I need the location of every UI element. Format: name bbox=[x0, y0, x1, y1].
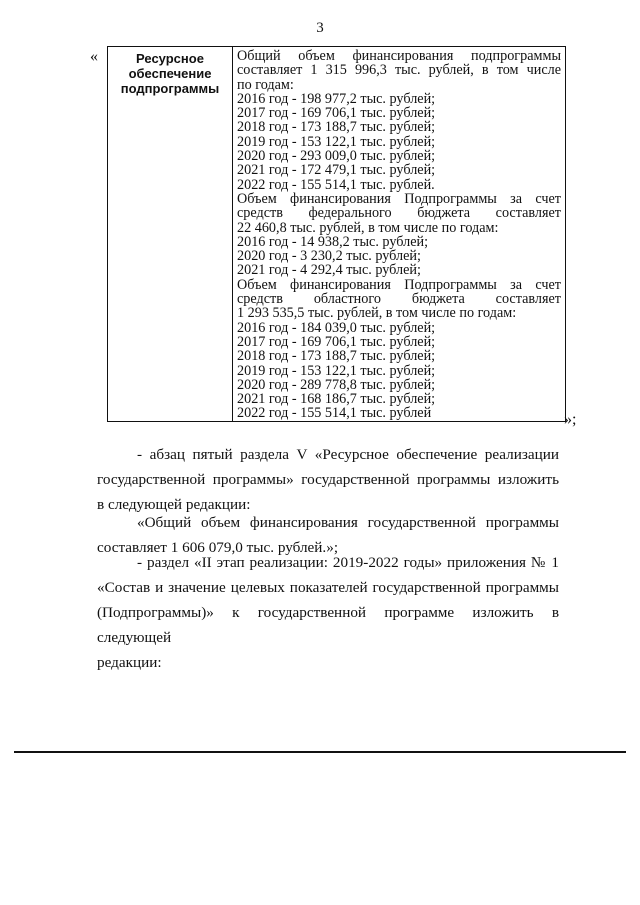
table-content-line: 2017 год - 169 706,1 тыс. рублей; bbox=[237, 333, 436, 350]
table-label-line: обеспечение bbox=[128, 66, 212, 81]
table-content-line: Общий объем финансирования подпрограммы bbox=[237, 48, 561, 64]
table-content-line: 2020 год - 3 230,2 тыс. рублей; bbox=[237, 248, 421, 265]
paragraph-line: - абзац пятый раздела V «Ресурсное обеспечение реализации bbox=[137, 446, 559, 463]
resource-table bbox=[107, 46, 566, 422]
amendment-paragraph-3 bbox=[97, 550, 559, 675]
table-content-line: 2022 год - 155 514,1 тыс. рублей bbox=[237, 405, 432, 422]
paragraph-line: редакции: bbox=[97, 654, 162, 671]
table-content-line: 2021 год - 4 292,4 тыс. рублей; bbox=[237, 262, 421, 279]
page-number: 3 bbox=[316, 20, 324, 36]
table-content-line: средств федерального бюджета составляет bbox=[237, 205, 561, 222]
table-content-line: 1 293 535,5 тыс. рублей, в том числе по годам: bbox=[237, 305, 517, 322]
table-content-line: составляет 1 315 996,3 тыс. рублей, в том числе bbox=[237, 62, 561, 79]
table-content-cell bbox=[233, 47, 566, 422]
table-content-line: 2018 год - 173 188,7 тыс. рублей; bbox=[237, 348, 436, 365]
table-content-line: по годам: bbox=[237, 76, 294, 93]
table-label-line: Ресурсное bbox=[136, 51, 204, 66]
table-content-line: 2020 год - 293 009,0 тыс. рублей; bbox=[237, 148, 436, 165]
table-content-line: Объем финансирования Подпрограммы за счет bbox=[237, 190, 561, 207]
table-content-line: 2021 год - 172 479,1 тыс. рублей; bbox=[237, 162, 436, 179]
table-content-line: 2016 год - 184 039,0 тыс. рублей; bbox=[237, 319, 436, 336]
table-content-line: 2016 год - 198 977,2 тыс. рублей; bbox=[237, 90, 436, 107]
table-content-line: 2019 год - 153 122,1 тыс. рублей; bbox=[237, 133, 436, 150]
table-label-cell bbox=[108, 47, 233, 422]
table-content-line: 2016 год - 14 938,2 тыс. рублей; bbox=[237, 233, 429, 250]
amendment-paragraph-1 bbox=[97, 442, 559, 517]
opening-quote: « bbox=[90, 48, 98, 65]
table-content-line: 2022 год - 155 514,1 тыс. рублей. bbox=[237, 176, 435, 193]
closing-quote: »; bbox=[564, 411, 577, 428]
table-label-line: подпрограммы bbox=[120, 81, 220, 96]
paragraph-line: - раздел «II этап реализации: 2019-2022 годы» приложения № 1 bbox=[137, 554, 559, 571]
paragraph-line: государственной программы» государственной программы изложить bbox=[97, 471, 559, 488]
paragraph-line: «Состав и значение целевых показателей государственной программы bbox=[97, 579, 559, 596]
table-content-line: 2018 год - 173 188,7 тыс. рублей; bbox=[237, 119, 436, 136]
table-content-line: 2021 год - 168 186,7 тыс. рублей; bbox=[237, 391, 436, 408]
table-content-line: Объем финансирования Подпрограммы за счет bbox=[237, 276, 561, 293]
paragraph-line: (Подпрограммы)» к государственной программе изложить в следующей bbox=[97, 604, 559, 646]
paragraph-line: составляет 1 606 079,0 тыс. рублей.»; bbox=[97, 539, 339, 556]
table-content-line: средств областного бюджета составляет bbox=[237, 291, 561, 308]
table-content-line: 2020 год - 289 778,8 тыс. рублей; bbox=[237, 376, 436, 393]
table-content-line: 22 460,8 тыс. рублей, в том числе по годам: bbox=[237, 219, 499, 236]
paragraph-line: в следующей редакции: bbox=[97, 496, 251, 513]
table-content-line: 2017 год - 169 706,1 тыс. рублей; bbox=[237, 105, 436, 122]
table-content-line: 2019 год - 153 122,1 тыс. рублей; bbox=[237, 362, 436, 379]
page-divider bbox=[14, 751, 626, 753]
paragraph-line: «Общий объем финансирования государственной программы bbox=[137, 514, 559, 531]
